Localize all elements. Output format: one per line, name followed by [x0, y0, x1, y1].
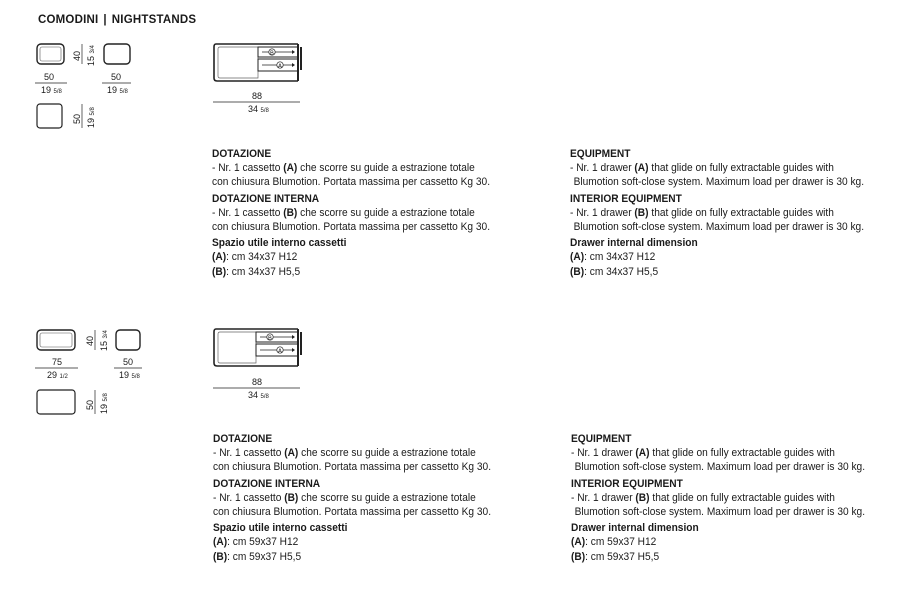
section-heading: Spazio utile interno cassetti [213, 522, 348, 535]
title-italian: COMODINI [38, 14, 99, 26]
spec-line: con chiusura Blumotion. Portata massima per cassetto Kg 30. [212, 176, 491, 189]
side-width-cm: 50 [111, 72, 122, 82]
section-heading: DOTAZIONE INTERNA [212, 192, 320, 205]
spec-line: - Nr. 1 cassetto (A) che scorre su guide a estrazione totale [213, 447, 476, 460]
section-heading: Drawer internal dimension [570, 237, 698, 250]
label-a: A [278, 348, 282, 355]
section-heading: Drawer internal dimension [571, 522, 699, 535]
spec-line: - Nr. 1 cassetto (A) che scorre su guide a estrazione totale [212, 162, 475, 175]
dimension-b: (B): cm 59x37 H5,5 [213, 550, 302, 563]
spec-line: - Nr. 1 cassetto (B) che scorre su guide a estrazione totale [212, 206, 475, 219]
title-english: NIGHTSTANDS [111, 14, 197, 26]
width-cm: 75 [52, 357, 63, 367]
height-cm: 40 [85, 335, 95, 346]
depth-cm: 50 [72, 113, 82, 124]
label-b: B [270, 50, 274, 57]
dimension-a: (A): cm 59x37 H12 [571, 536, 657, 549]
front-view-inner [40, 333, 72, 347]
section-heading: DOTAZIONE [213, 433, 273, 445]
height-in: 15 3/4 [86, 45, 96, 66]
section-heading: EQUIPMENT [571, 433, 632, 445]
spec-line: Blumotion soft-close system. Maximum load per drawer is 30 kg. [573, 176, 865, 189]
dimension-b: (B): cm 34x37 H5,5 [212, 265, 301, 278]
spec-line: - Nr. 1 drawer (A) that glide on fully extractable guides with [571, 447, 835, 460]
dimension-b: (B): cm 59x37 H5,5 [571, 550, 660, 563]
spec-line: - Nr. 1 drawer (B) that glide on fully extractable guides with [571, 491, 835, 504]
spec-line: - Nr. 1 cassetto (B) che scorre su guide a estrazione totale [213, 491, 476, 504]
dimension-a: (A): cm 59x37 H12 [213, 536, 299, 549]
spec-line: con chiusura Blumotion. Portata massima per cassetto Kg 30. [212, 221, 491, 234]
plan-depth-in: 34 5/8 [248, 390, 269, 400]
title-separator: | [103, 14, 107, 26]
dimension-a: (A): cm 34x37 H12 [212, 251, 298, 264]
spec-line: con chiusura Blumotion. Portata massima per cassetto Kg 30. [213, 506, 492, 519]
side-view-shape [116, 330, 140, 350]
english-specs [571, 432, 865, 564]
section-heading: DOTAZIONE INTERNA [213, 477, 321, 490]
height-in: 15 3/4 [99, 330, 109, 351]
spec-line: Blumotion soft-close system. Maximum load per drawer is 30 kg. [574, 461, 866, 474]
side-width-in: 19 5/8 [107, 85, 128, 95]
plan-depth-cm: 88 [252, 377, 263, 387]
depth-in: 19 5/8 [99, 393, 109, 414]
italian-specs [213, 432, 491, 564]
section-heading: INTERIOR EQUIPMENT [570, 192, 682, 205]
section-heading: Spazio utile interno cassetti [212, 237, 347, 250]
height-cm: 40 [72, 50, 82, 61]
top-view-shape [37, 390, 75, 414]
section-heading: DOTAZIONE [212, 148, 272, 160]
spec-line: - Nr. 1 drawer (A) that glide on fully extractable guides with [570, 162, 834, 175]
side-width-in: 19 5/8 [119, 370, 140, 380]
dimension-a: (A): cm 34x37 H12 [570, 251, 656, 264]
width-in: 29 1/2 [47, 370, 68, 380]
section-heading: INTERIOR EQUIPMENT [571, 477, 683, 490]
side-width-cm: 50 [123, 357, 134, 367]
width-in: 19 5/8 [41, 85, 62, 95]
arrow-head [292, 335, 295, 339]
plan-inner [218, 332, 256, 363]
dimension-b: (B): cm 34x37 H5,5 [570, 265, 659, 278]
plan-depth-cm: 88 [252, 91, 263, 101]
depth-cm: 50 [85, 399, 95, 410]
spec-line: - Nr. 1 drawer (B) that glide on fully extractable guides with [570, 206, 834, 219]
label-a: A [278, 63, 282, 70]
section-heading: EQUIPMENT [570, 148, 631, 160]
spec-line: Blumotion soft-close system. Maximum load per drawer is 30 kg. [574, 506, 866, 519]
label-b: B [268, 335, 272, 342]
arrow-head [292, 348, 295, 352]
width-cm: 50 [44, 72, 55, 82]
spec-line: Blumotion soft-close system. Maximum load per drawer is 30 kg. [573, 221, 865, 234]
depth-in: 19 5/8 [86, 107, 96, 128]
plan-depth-in: 34 5/8 [248, 104, 269, 114]
spec-line: con chiusura Blumotion. Portata massima per cassetto Kg 30. [213, 461, 492, 474]
